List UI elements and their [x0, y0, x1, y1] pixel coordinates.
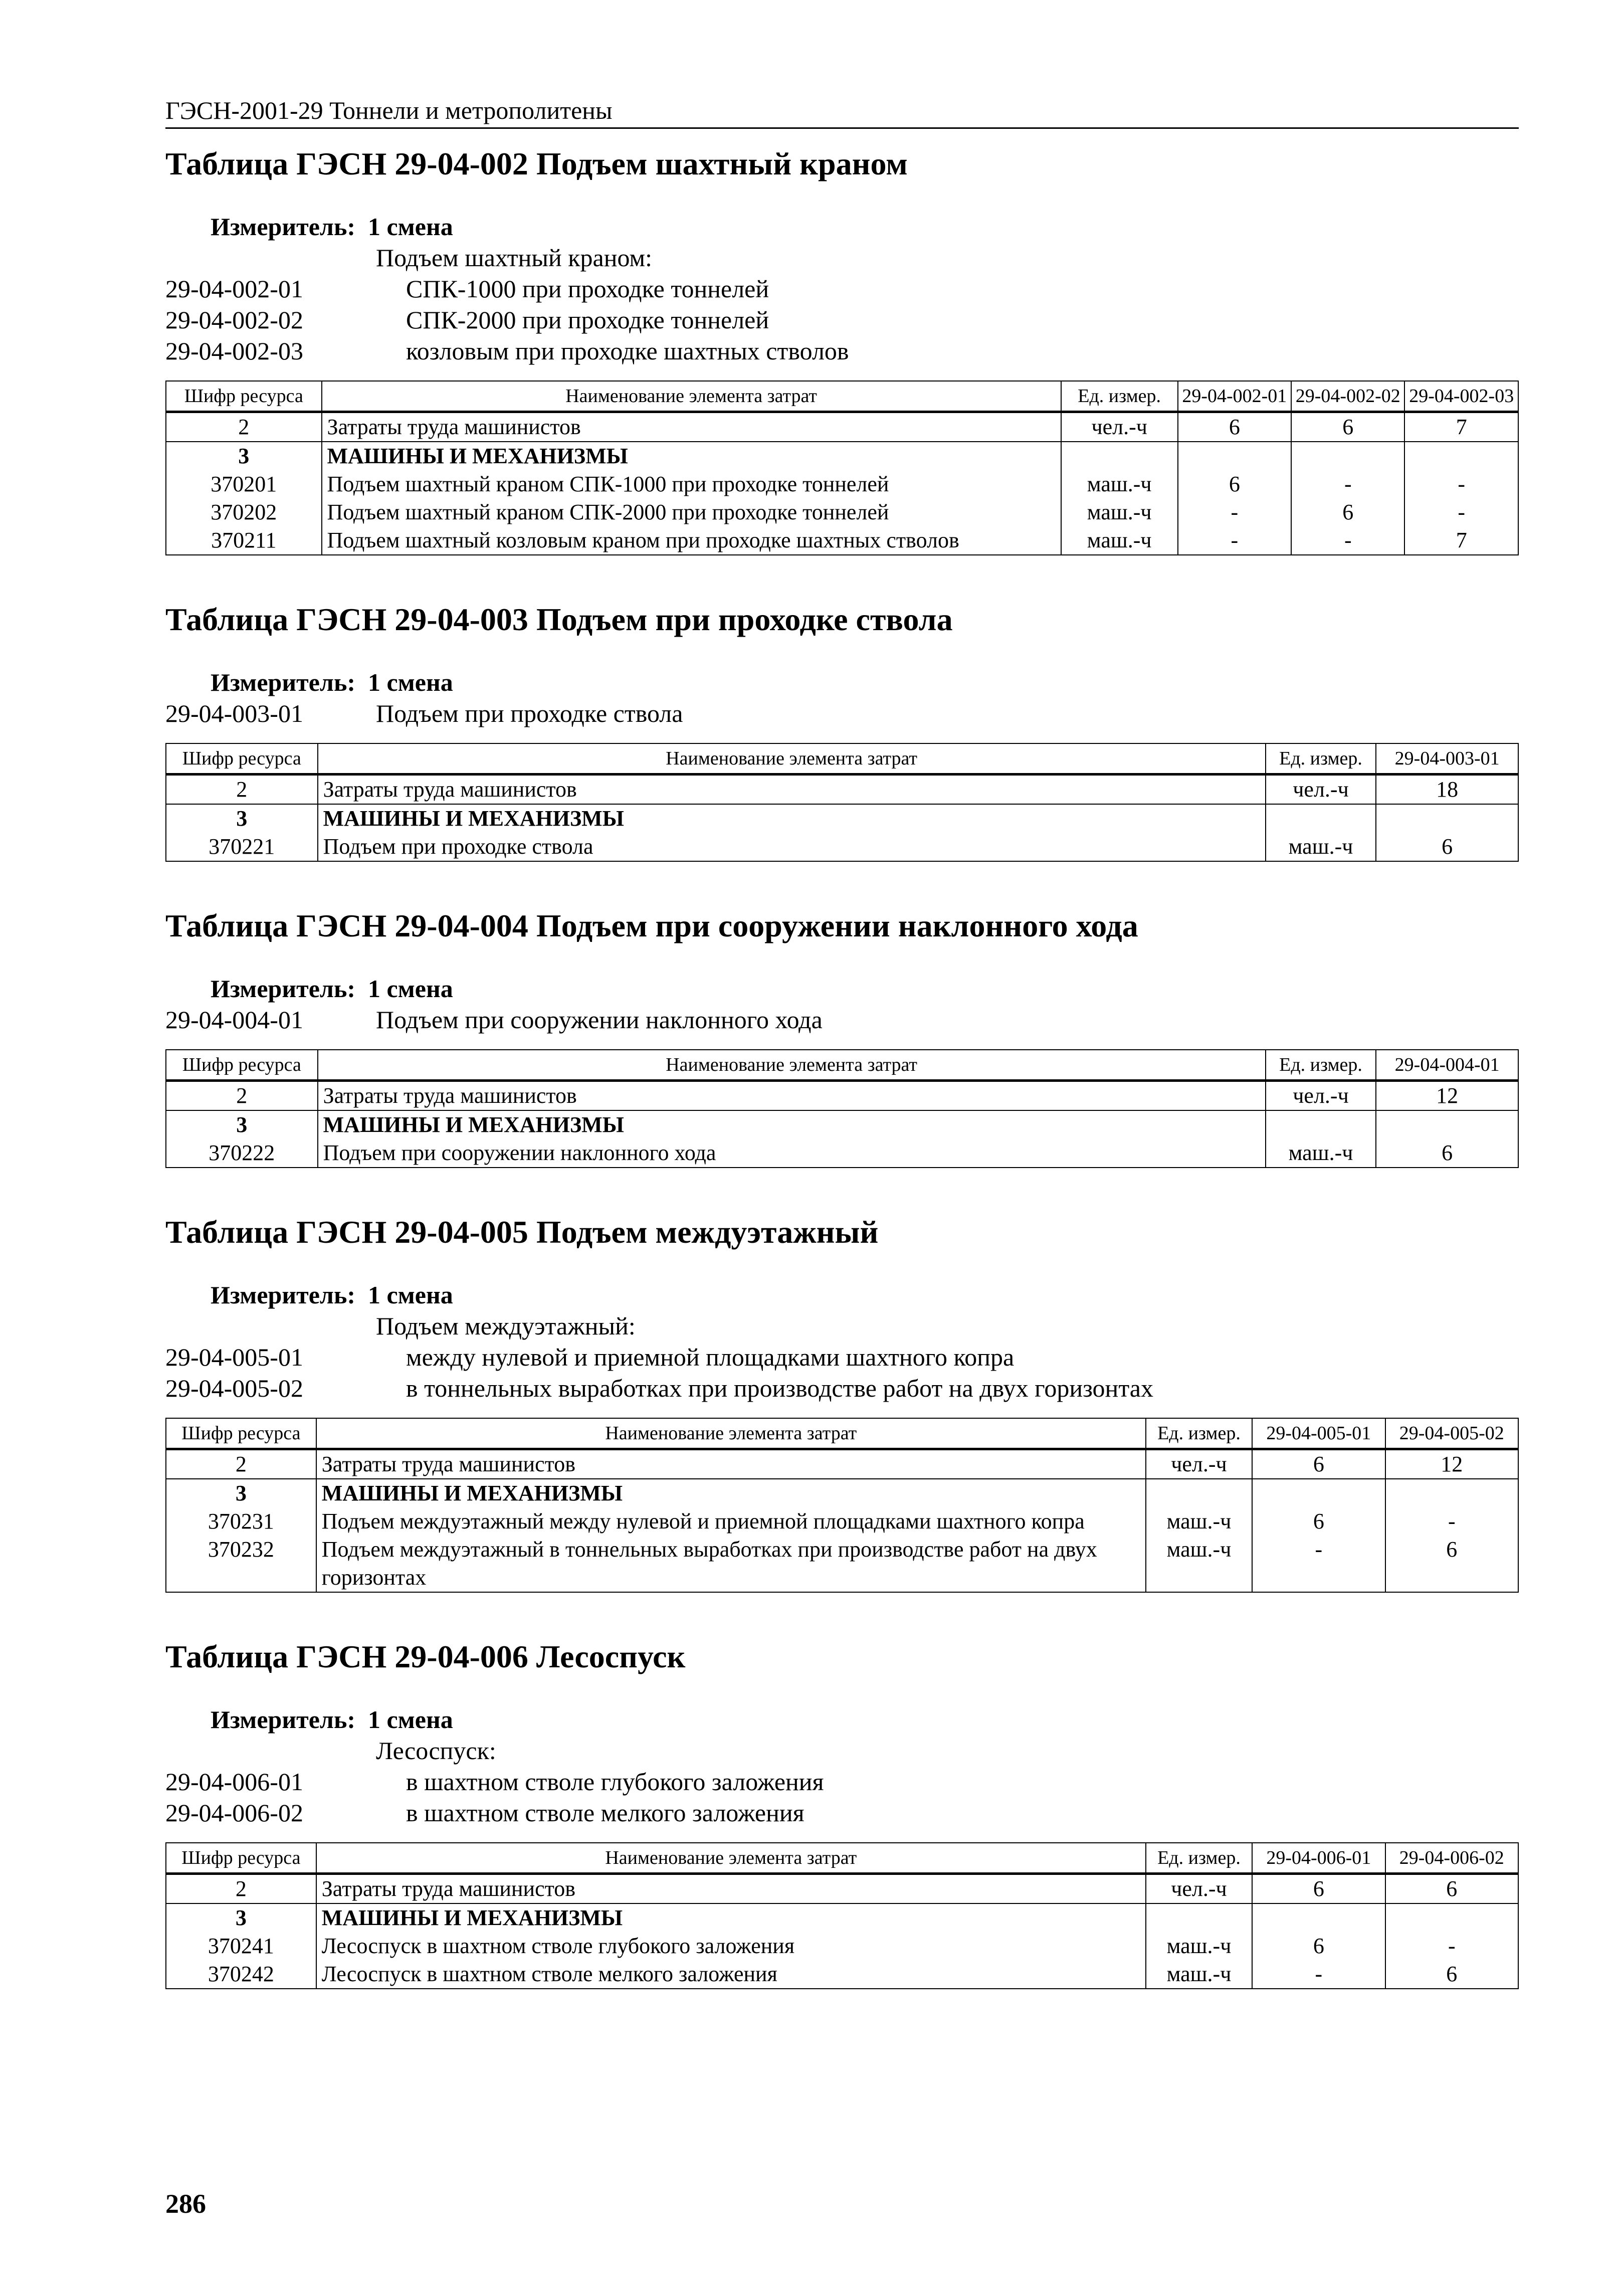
table-row [166, 526, 1518, 555]
resource-unit: маш.-ч [1146, 1932, 1252, 1960]
measure-label: Измеритель: [211, 213, 356, 241]
measure-label: Измеритель: [211, 975, 356, 1003]
resource-value: 6 [1252, 1507, 1385, 1536]
resource-unit: чел.-ч [1266, 1081, 1376, 1111]
resource-unit: чел.-ч [1266, 775, 1376, 805]
empty-cell [1376, 804, 1518, 833]
col-header-code: Шифр ресурса [166, 1843, 316, 1874]
resource-value: - [1404, 470, 1518, 498]
resource-value: 6 [1178, 470, 1291, 498]
measure-label: Измеритель: [211, 1281, 356, 1309]
section-code: 3 [166, 1479, 316, 1507]
empty-cell [1385, 1903, 1518, 1932]
resource-name: Лесоспуск в шахтном стволе глубокого заложения [316, 1932, 1146, 1960]
resource-value: 6 [1252, 1932, 1385, 1960]
measure-line [211, 211, 1519, 242]
resource-table [165, 380, 1519, 555]
resource-name: Подъем при сооружении наклонного хода [318, 1139, 1266, 1168]
col-header-name: Наименование элемента затрат [318, 743, 1266, 775]
empty-cell [1178, 442, 1291, 470]
resource-value: - [1178, 526, 1291, 555]
table-title: Таблица ГЭСН 29-04-002 Подъем шахтный краном [165, 146, 908, 181]
section-row [166, 1903, 1518, 1932]
resource-value: 6 [1178, 412, 1291, 442]
resource-value: 6 [1376, 833, 1518, 861]
resource-value: - [1291, 526, 1404, 555]
empty-cell [1252, 1903, 1385, 1932]
measure-line [211, 1704, 1519, 1735]
empty-cell [1404, 442, 1518, 470]
resource-unit: чел.-ч [1061, 412, 1178, 442]
section-code: 3 [166, 1903, 316, 1932]
col-header-name: Наименование элемента затрат [318, 1050, 1266, 1081]
col-header-unit: Ед. измер. [1146, 1843, 1252, 1874]
norm-desc: СПК-1000 при проходке тоннелей [406, 275, 769, 303]
resource-code: 2 [166, 412, 322, 442]
resource-value: 6 [1385, 1536, 1518, 1592]
table-row [166, 498, 1518, 526]
norm-code-row [165, 1766, 1519, 1797]
resource-unit: маш.-ч [1061, 498, 1178, 526]
section-row [166, 1110, 1518, 1139]
norm-desc: Подъем при проходке ствола [376, 699, 683, 727]
labor-row [166, 775, 1518, 805]
labor-row [166, 1081, 1518, 1111]
norm-codes [165, 242, 1519, 366]
resource-name: Подъем шахтный краном СПК-2000 при проходке тоннелей [322, 498, 1061, 526]
resource-unit: маш.-ч [1266, 833, 1376, 861]
norm-codes [165, 1004, 1519, 1035]
col-header-norm: 29-04-005-02 [1385, 1418, 1518, 1449]
resource-value: - [1404, 498, 1518, 526]
resource-value: 6 [1291, 412, 1404, 442]
table-row [166, 1932, 1518, 1960]
header-row [166, 1050, 1518, 1081]
empty-cell [1385, 1479, 1518, 1507]
resource-code: 370221 [166, 833, 318, 861]
norm-codes [165, 1735, 1519, 1828]
norm-code: 29-04-003-01 [165, 699, 303, 727]
section-name: МАШИНЫ И МЕХАНИЗМЫ [318, 1110, 1266, 1139]
resource-value: - [1385, 1507, 1518, 1536]
norm-desc: в шахтном стволе мелкого заложения [406, 1799, 804, 1827]
empty-cell [1146, 1903, 1252, 1932]
col-header-norm: 29-04-006-02 [1385, 1843, 1518, 1874]
section-row [166, 804, 1518, 833]
table-row [166, 1507, 1518, 1536]
table-row [166, 470, 1518, 498]
section-name: МАШИНЫ И МЕХАНИЗМЫ [316, 1479, 1146, 1507]
norm-code: 29-04-004-01 [165, 1006, 303, 1034]
table-row [166, 833, 1518, 861]
header-row [166, 1843, 1518, 1874]
empty-cell [1376, 1110, 1518, 1139]
col-header-norm: 29-04-002-01 [1178, 381, 1291, 412]
col-header-norm: 29-04-006-01 [1252, 1843, 1385, 1874]
col-header-unit: Ед. измер. [1266, 1050, 1376, 1081]
measure-value: 1 смена [368, 975, 453, 1003]
resource-name: Подъем шахтный краном СПК-1000 при проходке тоннелей [322, 470, 1061, 498]
page-number: 286 [165, 2189, 206, 2219]
section-name: МАШИНЫ И МЕХАНИЗМЫ [318, 804, 1266, 833]
col-header-norm: 29-04-003-01 [1376, 743, 1518, 775]
norm-desc: Подъем при сооружении наклонного хода [376, 1006, 823, 1034]
col-header-code: Шифр ресурса [166, 1050, 318, 1081]
norm-codes [165, 1310, 1519, 1404]
resource-value: 6 [1291, 498, 1404, 526]
norm-code-row [165, 1004, 1519, 1035]
resource-name: Затраты труда машинистов [316, 1874, 1146, 1904]
measure-value: 1 смена [368, 1705, 453, 1734]
empty-cell [1252, 1479, 1385, 1507]
header-row [166, 743, 1518, 775]
resource-code: 2 [166, 1081, 318, 1111]
resource-code: 2 [166, 1449, 316, 1479]
section-code: 3 [166, 804, 318, 833]
measure-line [211, 667, 1519, 698]
norm-code-row [165, 335, 1519, 366]
resource-value: - [1178, 498, 1291, 526]
resource-value: - [1252, 1960, 1385, 1989]
table-title: Таблица ГЭСН 29-04-006 Лесоспуск [165, 1639, 686, 1674]
empty-cell [1146, 1479, 1252, 1507]
resource-value: 6 [1385, 1960, 1518, 1989]
section-name: МАШИНЫ И МЕХАНИЗМЫ [316, 1903, 1146, 1932]
norm-code-row [165, 1342, 1519, 1373]
col-header-unit: Ед. измер. [1266, 743, 1376, 775]
col-header-code: Шифр ресурса [166, 1418, 316, 1449]
measure-value: 1 смена [368, 1281, 453, 1309]
norm-code: 29-04-002-02 [165, 306, 303, 334]
resource-table [165, 1049, 1519, 1168]
resource-value: 6 [1252, 1449, 1385, 1479]
norm-desc: в шахтном стволе глубокого заложения [406, 1768, 824, 1796]
group-heading: Подъем шахтный краном: [376, 244, 653, 272]
resource-value: - [1291, 470, 1404, 498]
resource-unit: маш.-ч [1061, 470, 1178, 498]
resource-name: Подъем междуэтажный в тоннельных выработках при производстве работ на двух горизонтах [316, 1536, 1146, 1592]
section-code: 3 [166, 442, 322, 470]
col-header-name: Наименование элемента затрат [322, 381, 1061, 412]
resource-code: 370241 [166, 1932, 316, 1960]
measure-value: 1 смена [368, 668, 453, 696]
norm-code-row [165, 304, 1519, 335]
resource-unit: маш.-ч [1146, 1507, 1252, 1536]
labor-row [166, 412, 1518, 442]
labor-row [166, 1449, 1518, 1479]
table-row [166, 1139, 1518, 1168]
measure-label: Измеритель: [211, 1705, 356, 1734]
group-heading: Лесоспуск: [376, 1737, 496, 1765]
norm-desc: козловым при проходке шахтных стволов [406, 337, 849, 365]
resource-name: Затраты труда машинистов [316, 1449, 1146, 1479]
resource-value: 6 [1376, 1139, 1518, 1168]
resource-name: Подъем междуэтажный между нулевой и приемной площадками шахтного копра [316, 1507, 1146, 1536]
resource-code: 370201 [166, 470, 322, 498]
resource-unit: маш.-ч [1146, 1536, 1252, 1592]
resource-value: - [1252, 1536, 1385, 1592]
col-header-norm: 29-04-005-01 [1252, 1418, 1385, 1449]
table-row [166, 1536, 1518, 1592]
section-row [166, 442, 1518, 470]
measure-label: Измеритель: [211, 668, 356, 696]
resource-table [165, 743, 1519, 862]
resource-code: 2 [166, 1874, 316, 1904]
resource-unit: чел.-ч [1146, 1449, 1252, 1479]
resource-unit: маш.-ч [1266, 1139, 1376, 1168]
norm-desc: в тоннельных выработках при производстве работ на двух горизонтах [406, 1374, 1153, 1402]
resource-name: Лесоспуск в шахтном стволе мелкого заложения [316, 1960, 1146, 1989]
resource-unit: маш.-ч [1061, 526, 1178, 555]
section-name: МАШИНЫ И МЕХАНИЗМЫ [322, 442, 1061, 470]
resource-name: Затраты труда машинистов [318, 1081, 1266, 1111]
document-page [165, 95, 1519, 2034]
header-row [166, 1418, 1518, 1449]
resource-value: 12 [1385, 1449, 1518, 1479]
resource-code: 370242 [166, 1960, 316, 1989]
norm-code: 29-04-006-01 [165, 1768, 303, 1796]
norm-desc: СПК-2000 при проходке тоннелей [406, 306, 769, 334]
resource-unit: маш.-ч [1146, 1960, 1252, 1989]
empty-cell [1266, 804, 1376, 833]
resource-name: Затраты труда машинистов [318, 775, 1266, 805]
table-title: Таблица ГЭСН 29-04-003 Подъем при проходке ствола [165, 602, 953, 637]
resource-code: 370231 [166, 1507, 316, 1536]
col-header-unit: Ед. измер. [1146, 1418, 1252, 1449]
section-code: 3 [166, 1110, 318, 1139]
norm-code-row [165, 1373, 1519, 1404]
resource-table [165, 1418, 1519, 1593]
resource-value: 12 [1376, 1081, 1518, 1111]
resource-value: 7 [1404, 412, 1518, 442]
norm-code: 29-04-002-03 [165, 337, 303, 365]
norm-code: 29-04-005-02 [165, 1374, 303, 1402]
resource-name: Подъем при проходке ствола [318, 833, 1266, 861]
measure-value: 1 смена [368, 213, 453, 241]
resource-value: 7 [1404, 526, 1518, 555]
norm-code-row [165, 1797, 1519, 1828]
table-title: Таблица ГЭСН 29-04-005 Подъем междуэтажный [165, 1214, 879, 1250]
col-header-norm: 29-04-002-03 [1404, 381, 1518, 412]
norm-codes [165, 698, 1519, 729]
resource-code: 370222 [166, 1139, 318, 1168]
norm-code-row [165, 698, 1519, 729]
resource-value: 6 [1252, 1874, 1385, 1904]
header-row [166, 381, 1518, 412]
labor-row [166, 1874, 1518, 1904]
col-header-unit: Ед. измер. [1061, 381, 1178, 412]
running-header: ГЭСН-2001-29 Тоннели и метрополитены [165, 95, 1519, 129]
resource-code: 370211 [166, 526, 322, 555]
col-header-name: Наименование элемента затрат [316, 1418, 1146, 1449]
norm-code-row [165, 273, 1519, 304]
table-title: Таблица ГЭСН 29-04-004 Подъем при сооружении наклонного хода [165, 908, 1138, 943]
section-row [166, 1479, 1518, 1507]
empty-cell [1061, 442, 1178, 470]
col-header-code: Шифр ресурса [166, 743, 318, 775]
measure-line [211, 1279, 1519, 1310]
norm-code: 29-04-005-01 [165, 1343, 303, 1371]
resource-table [165, 1842, 1519, 1989]
resource-value: 6 [1385, 1874, 1518, 1904]
resource-name: Подъем шахтный козловым краном при проходке шахтных стволов [322, 526, 1061, 555]
resource-value: - [1385, 1932, 1518, 1960]
group-heading: Подъем междуэтажный: [376, 1312, 636, 1340]
norm-desc: между нулевой и приемной площадками шахтного копра [406, 1343, 1015, 1371]
norm-code: 29-04-002-01 [165, 275, 303, 303]
resource-name: Затраты труда машинистов [322, 412, 1061, 442]
resource-code: 2 [166, 775, 318, 805]
col-header-code: Шифр ресурса [166, 381, 322, 412]
empty-cell [1291, 442, 1404, 470]
col-header-norm: 29-04-002-02 [1291, 381, 1404, 412]
col-header-name: Наименование элемента затрат [316, 1843, 1146, 1874]
table-row [166, 1960, 1518, 1989]
resource-code: 370202 [166, 498, 322, 526]
norm-code: 29-04-006-02 [165, 1799, 303, 1827]
tables-container [165, 145, 1519, 1989]
resource-unit: чел.-ч [1146, 1874, 1252, 1904]
measure-line [211, 973, 1519, 1004]
resource-code: 370232 [166, 1536, 316, 1592]
resource-value: 18 [1376, 775, 1518, 805]
empty-cell [1266, 1110, 1376, 1139]
col-header-norm: 29-04-004-01 [1376, 1050, 1518, 1081]
